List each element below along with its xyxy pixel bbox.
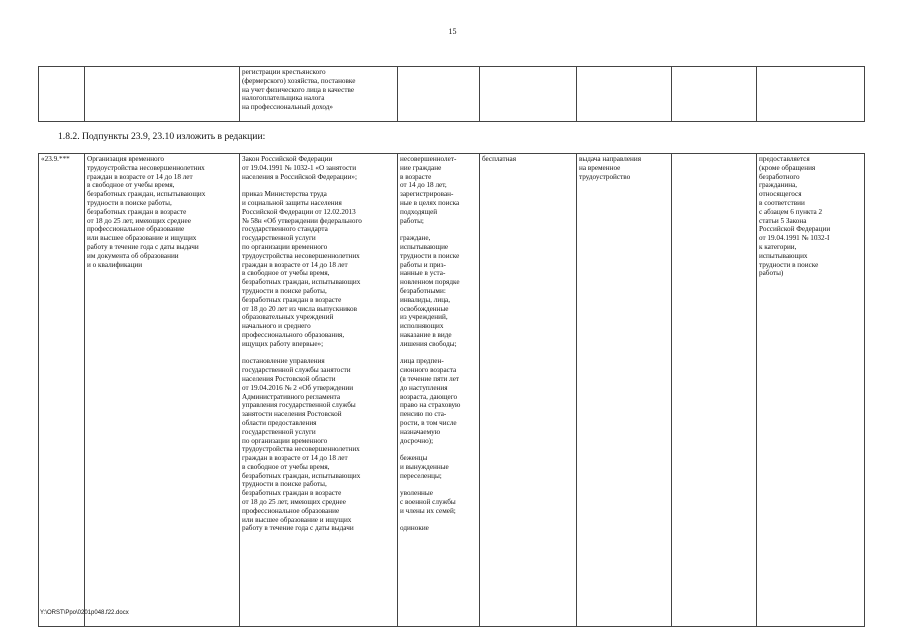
table-cell-payment: бесплатная — [480, 154, 577, 627]
table-cell-result: выдача направления на временное трудоустройство — [577, 154, 672, 627]
table-cell-mfc — [757, 67, 865, 122]
table-cell-service — [85, 67, 240, 122]
table-cell-service: Организация временного трудоустройства несовершеннолетних граждан в возрасте от 14 до 18 лет в свободное от учебы время, безработных граждан, испытывающих трудности в поиске работы, безработных граждан в возрасте от 18 до 25 лет, имеющих среднее профессиональное образование или высшее образование и ищущих работу в течение года с даты выдачи им документа об образовании и о квалификации — [85, 154, 240, 627]
continued-table — [38, 66, 865, 122]
table-cell-legal-basis: регистрации крестьянского (фермерского) хозяйства, постановке на учет физического лица в качестве налогоплательщика налога на профессиональный доход» — [240, 67, 398, 122]
table-cell-number: «23.9.*** — [39, 154, 85, 627]
page-number: 15 — [448, 27, 457, 36]
table-cell-mfc: предоставляется (кроме обращения безработного гражданина, относящегося в соответствии с абзацем 6 пункта 2 статьи 5 Закона Российской Федерации от 19.04.1991 № 1032-I к категории, испытывающих трудности в поиске работы) — [757, 154, 865, 627]
services-table — [38, 153, 865, 627]
file-path-footer: Y:\ORST\Ppo\0201p048.f22.docx — [40, 610, 129, 616]
table-cell-number — [39, 67, 85, 122]
table-cell-recipients: несовершеннолет- ние граждане в возрасте от 14 до 18 лет, зарегистрирован- ные в целях поиска подходящей работы; граждане, испытывающие трудности в поиске работы и приз- нанные в уста- новленном порядке безработными: инвалиды, лица, освобожденные из учреждений, исполняющих наказание в виде лишения свободы; лица предпен- сионного возраста (в течение пяти лет до наступления возраста, дающего право на страховую пенсию по ста- рости, в том числе назначаемую досрочно); беженцы и вынужденные переселенцы; уволенные с военной службы и члены их семей; одинокие — [398, 154, 480, 627]
table-row — [39, 154, 865, 627]
table-cell-blank — [672, 154, 757, 627]
table-cell-blank — [672, 67, 757, 122]
section-heading: 1.8.2. Подпункты 23.9, 23.10 изложить в редакции: — [58, 131, 266, 142]
table-cell-legal-basis: Закон Российской Федерации от 19.04.1991 № 1032-1 «О занятости населения в Российской Федерации»; приказ Министерства труда и социальной защиты населения Российской Федерации от 12.02.2013 № 58н «Об утверждении федерального государственного стандарта государственной услуги по организации временного трудоустройства несовершеннолетних граждан в возрасте от 14 до 18 лет в свободное от учебы время, безработных граждан, испытывающих трудности в поиске работы, безработных граждан в возрасте от 18 до 20 лет из числа выпускников образовательных учреждений начального и среднего профессионального образования, ищущих работу впервые»; постановление управления государственной службы занятости населения Ростовской области от 19.04.2016 № 2 «Об утверждении Административного регламента управления государственной службы занятости населения Ростовской области предоставления государственной услуги по организации временного трудоустройства несовершеннолетних граждан в возрасте от 14 до 18 лет в свободное от учебы время, безработных граждан, испытывающих трудности в поиске работы, безработных граждан в возрасте от 18 до 25 лет, имеющих среднее профессиональное образование или высшее образование и ищущих работу в течение года с даты выдачи — [240, 154, 398, 627]
table-cell-recipients — [398, 67, 480, 122]
table-cell-result — [577, 67, 672, 122]
table-cell-payment — [480, 67, 577, 122]
table-row — [39, 67, 865, 122]
